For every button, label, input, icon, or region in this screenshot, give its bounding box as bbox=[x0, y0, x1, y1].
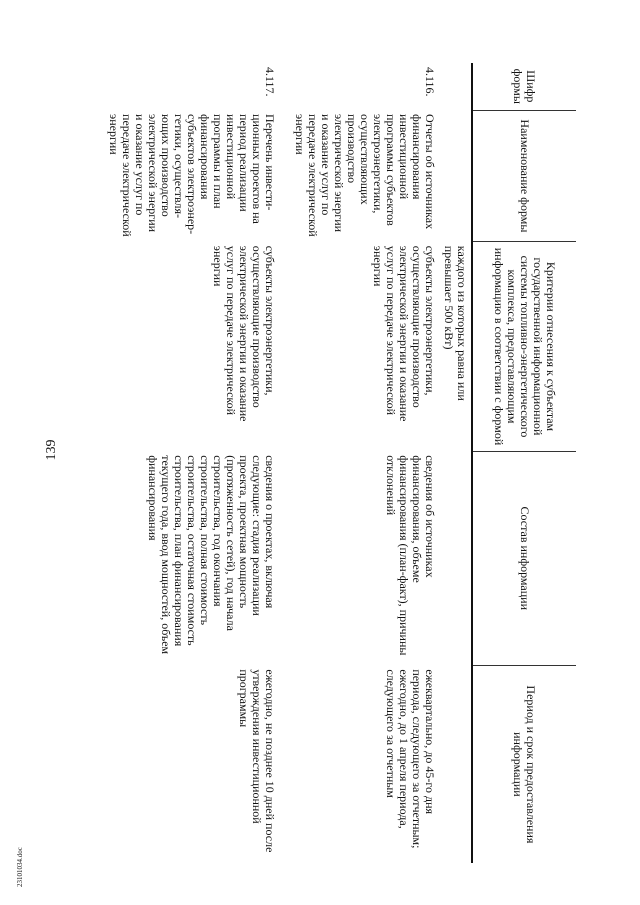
forms-table bbox=[104, 63, 576, 863]
page-number: 139 bbox=[44, 439, 59, 461]
rotated-table-container bbox=[64, 63, 576, 863]
table-header-row bbox=[472, 63, 576, 863]
header-criteria: Критерии отнесения к субъектам государственной информационной системы топливно-энергетического комплекса, предоставляющим информацию в соответствии с формой bbox=[472, 242, 576, 451]
row-name: Перечень инвести-ционных проектов на период реализации инвестиционной программы и план финансирования субъектов электроэнер-гетики, осуществля-ющих производство электрической энергии и оказание услуг по передаче электрической энергии bbox=[107, 114, 277, 237]
continuation-text: каждого из которых равна или превышает 500 кВт) bbox=[442, 245, 469, 401]
row-criteria: субъекты электроэнергетики, осуществляющие производство электрической энергии и оказание услуг по передаче электрической энергии bbox=[371, 245, 437, 422]
row-composition: сведения о проектах, включая следующие: стадия реализации проекта, проектная мощность (протяженность сетей), год начала строительства, год окончания строительства, полная стоимость строительства, остаточная стоимость строительства, план финансирования текущего года, ввод мощностей, объем финансирования bbox=[146, 455, 277, 655]
row-period: ежеквартально, до 45-го дня периода, следующего за отчетным; ежегодно, до 1 апреля периода, следующего за отчетным bbox=[384, 669, 437, 849]
row-code: 4.116. bbox=[423, 67, 437, 97]
header-composition: Состав информации bbox=[472, 451, 576, 665]
header-name: Наименование формы bbox=[472, 110, 576, 242]
document-code: 23101034.doc bbox=[16, 847, 24, 887]
row-code: 4.117. bbox=[263, 67, 277, 97]
row-name: Отчеты об источниках финансирования инвестиционной программы субъектов электроэнергетики, осуществляющих производство электрической энергии и оказание услуг по передаче электрической энергии bbox=[293, 114, 437, 237]
table-area bbox=[64, 63, 576, 863]
table-row bbox=[104, 63, 290, 863]
header-code: Шифр формы bbox=[472, 63, 576, 110]
continuation-row bbox=[439, 63, 472, 863]
table-row bbox=[290, 63, 439, 863]
row-criteria: субъекты электроэнергетики, осуществляющие производство электрической энергии и оказание услуг по передаче электрической энергии bbox=[211, 245, 277, 422]
header-period: Период и срок предоставления информации bbox=[472, 665, 576, 863]
row-period: ежегодно, не позднее 10 дней после утверждения инвестиционной программы bbox=[237, 669, 277, 853]
row-composition: сведения об источниках финансирования, объеме финансирования (план-факт), причины отклонений bbox=[384, 455, 437, 656]
